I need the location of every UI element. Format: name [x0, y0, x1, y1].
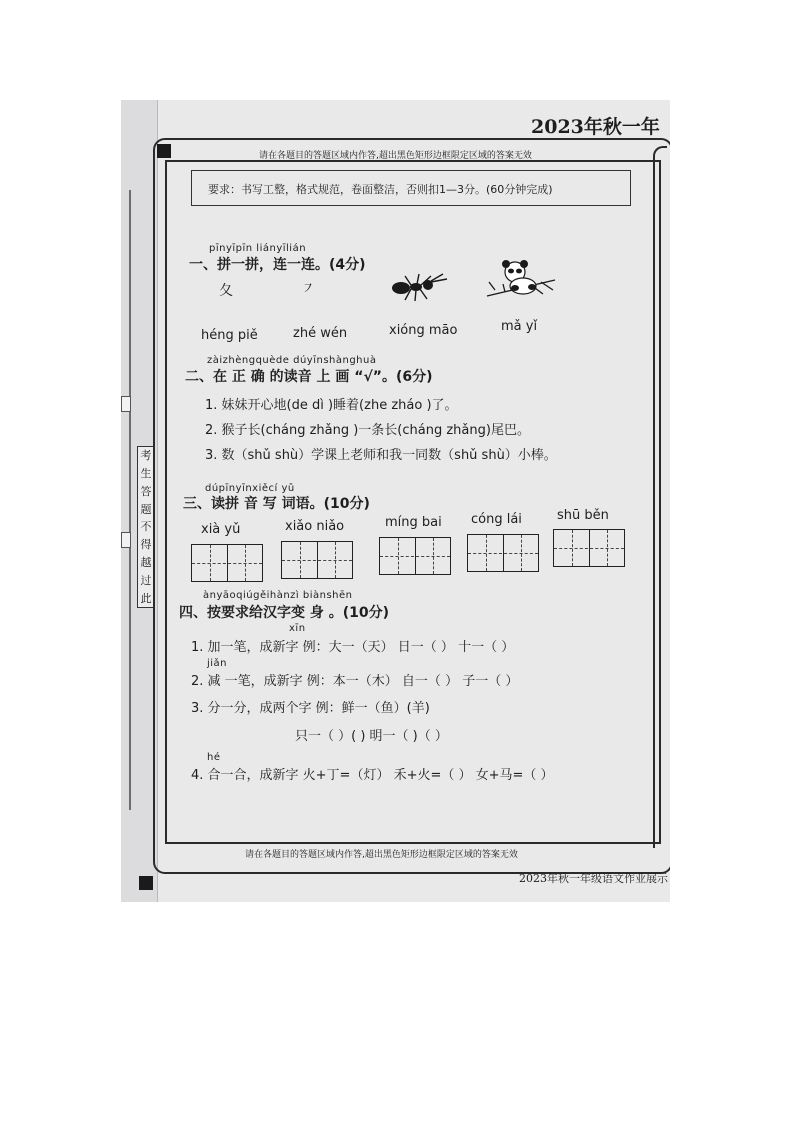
strip-char: 考 [140, 449, 152, 463]
requirement-box [191, 170, 631, 206]
binding-mark [121, 396, 131, 412]
strip-char: 得 [140, 538, 152, 552]
page-footer: 2023年秋一年级语文作业展示 [519, 872, 668, 885]
strip-char: 不 [140, 520, 152, 534]
alignment-marker [139, 876, 153, 890]
q3-word-pinyin: shū běn [557, 508, 609, 523]
panda-icon [485, 260, 559, 300]
q1-option: mǎ yǐ [501, 319, 538, 334]
q2-line: 3. 数（shǔ shù）学课上老师和我一同数（shǔ shù）小棒。 [205, 448, 557, 463]
q3-word-pinyin: xiǎo niǎo [285, 519, 345, 534]
strip-char: 生 [140, 467, 152, 481]
q2-heading: 二、在 正 确 的读音 上 画 “√”。(6分) [185, 369, 433, 385]
requirement-text: 要求：书写工整，格式规范，卷面整洁，否则扣1—3分。(60分钟完成) [208, 183, 553, 196]
q1-option: zhé wén [293, 326, 348, 341]
q4-item4: 4. 合一合，成新字 火+丁=（灯） 禾+火=（ ） 女+马=（ ） [191, 768, 554, 783]
q4-item1: 1. 加一笔，成新字 例：大一（天） 日一（ ） 十一（ ） [191, 640, 515, 655]
writing-grid[interactable] [553, 529, 625, 567]
q1-option: héng piě [201, 328, 258, 343]
q4-item3-answers: 只一（ ）( ) 明一（ )（ ） [295, 729, 448, 744]
q1-heading: 一、拼一拼，连一连。(4分) [189, 257, 366, 273]
q1-stroke-char: ㇇ [301, 281, 315, 297]
q1-pinyin: pīnyīpīn liányīlián [209, 243, 307, 254]
q3-word-pinyin: míng bai [385, 515, 442, 530]
q2-line: 2. 猴子长(cháng zhǎng )一条长(cháng zhǎng)尾巴。 [205, 423, 530, 438]
writing-grid[interactable] [281, 541, 353, 579]
scanned-worksheet-photo [121, 100, 670, 902]
strip-char: 答 [140, 484, 152, 498]
q4-item4-pinyin: hé [207, 752, 221, 763]
strip-char: 过 [140, 573, 152, 587]
q3-pinyin: dúpīnyīnxiěcí yǔ [205, 483, 295, 494]
ant-icon [387, 270, 453, 304]
answer-area-notice: 请在各题目的答题区域内作答,超出黑色矩形边框限定区域的答案无效 [259, 151, 532, 161]
q4-item3: 3. 分一分，成两个字 例：鲜一（鱼）(羊) [191, 701, 430, 716]
q4-item2-pinyin: jiǎn [207, 658, 228, 669]
q3-heading: 三、读拼 音 写 词语。(10分) [183, 496, 370, 512]
q2-pinyin: zàizhèngquède dúyīnshànghuà [207, 355, 377, 366]
strip-char: 越 [140, 555, 152, 569]
exam-title: 2023年秋一年 [531, 116, 660, 138]
binding-mark [121, 532, 131, 548]
q4-item1-pinyin: xīn [289, 623, 306, 634]
q4-heading: 四、按要求给汉字变 身 。(10分) [179, 605, 390, 621]
q3-word-pinyin: cóng lái [471, 512, 522, 527]
writing-grid[interactable] [379, 537, 451, 575]
q2-line: 1. 妹妹开心地(de dì )睡着(zhe zháo )了。 [205, 398, 458, 413]
q3-word-pinyin: xià yǔ [201, 522, 241, 537]
strip-char: 题 [140, 502, 152, 516]
answer-area-notice-bottom: 请在各题目的答题区域内作答,超出黑色矩形边框限定区域的答案无效 [245, 850, 518, 860]
q4-pinyin: ànyāoqiúgěihànzì biànshēn [203, 590, 353, 601]
strip-char: 此 [140, 591, 152, 605]
binding-line [129, 190, 131, 810]
q4-item2: 2. 减 一笔，成新字 例：本一（木） 自一（ ） 子一（ ） [191, 674, 519, 689]
q1-stroke-char: 夂 [219, 283, 233, 299]
writing-grid[interactable] [467, 534, 539, 572]
q1-option: xióng māo [389, 323, 458, 338]
writing-grid[interactable] [191, 544, 263, 582]
